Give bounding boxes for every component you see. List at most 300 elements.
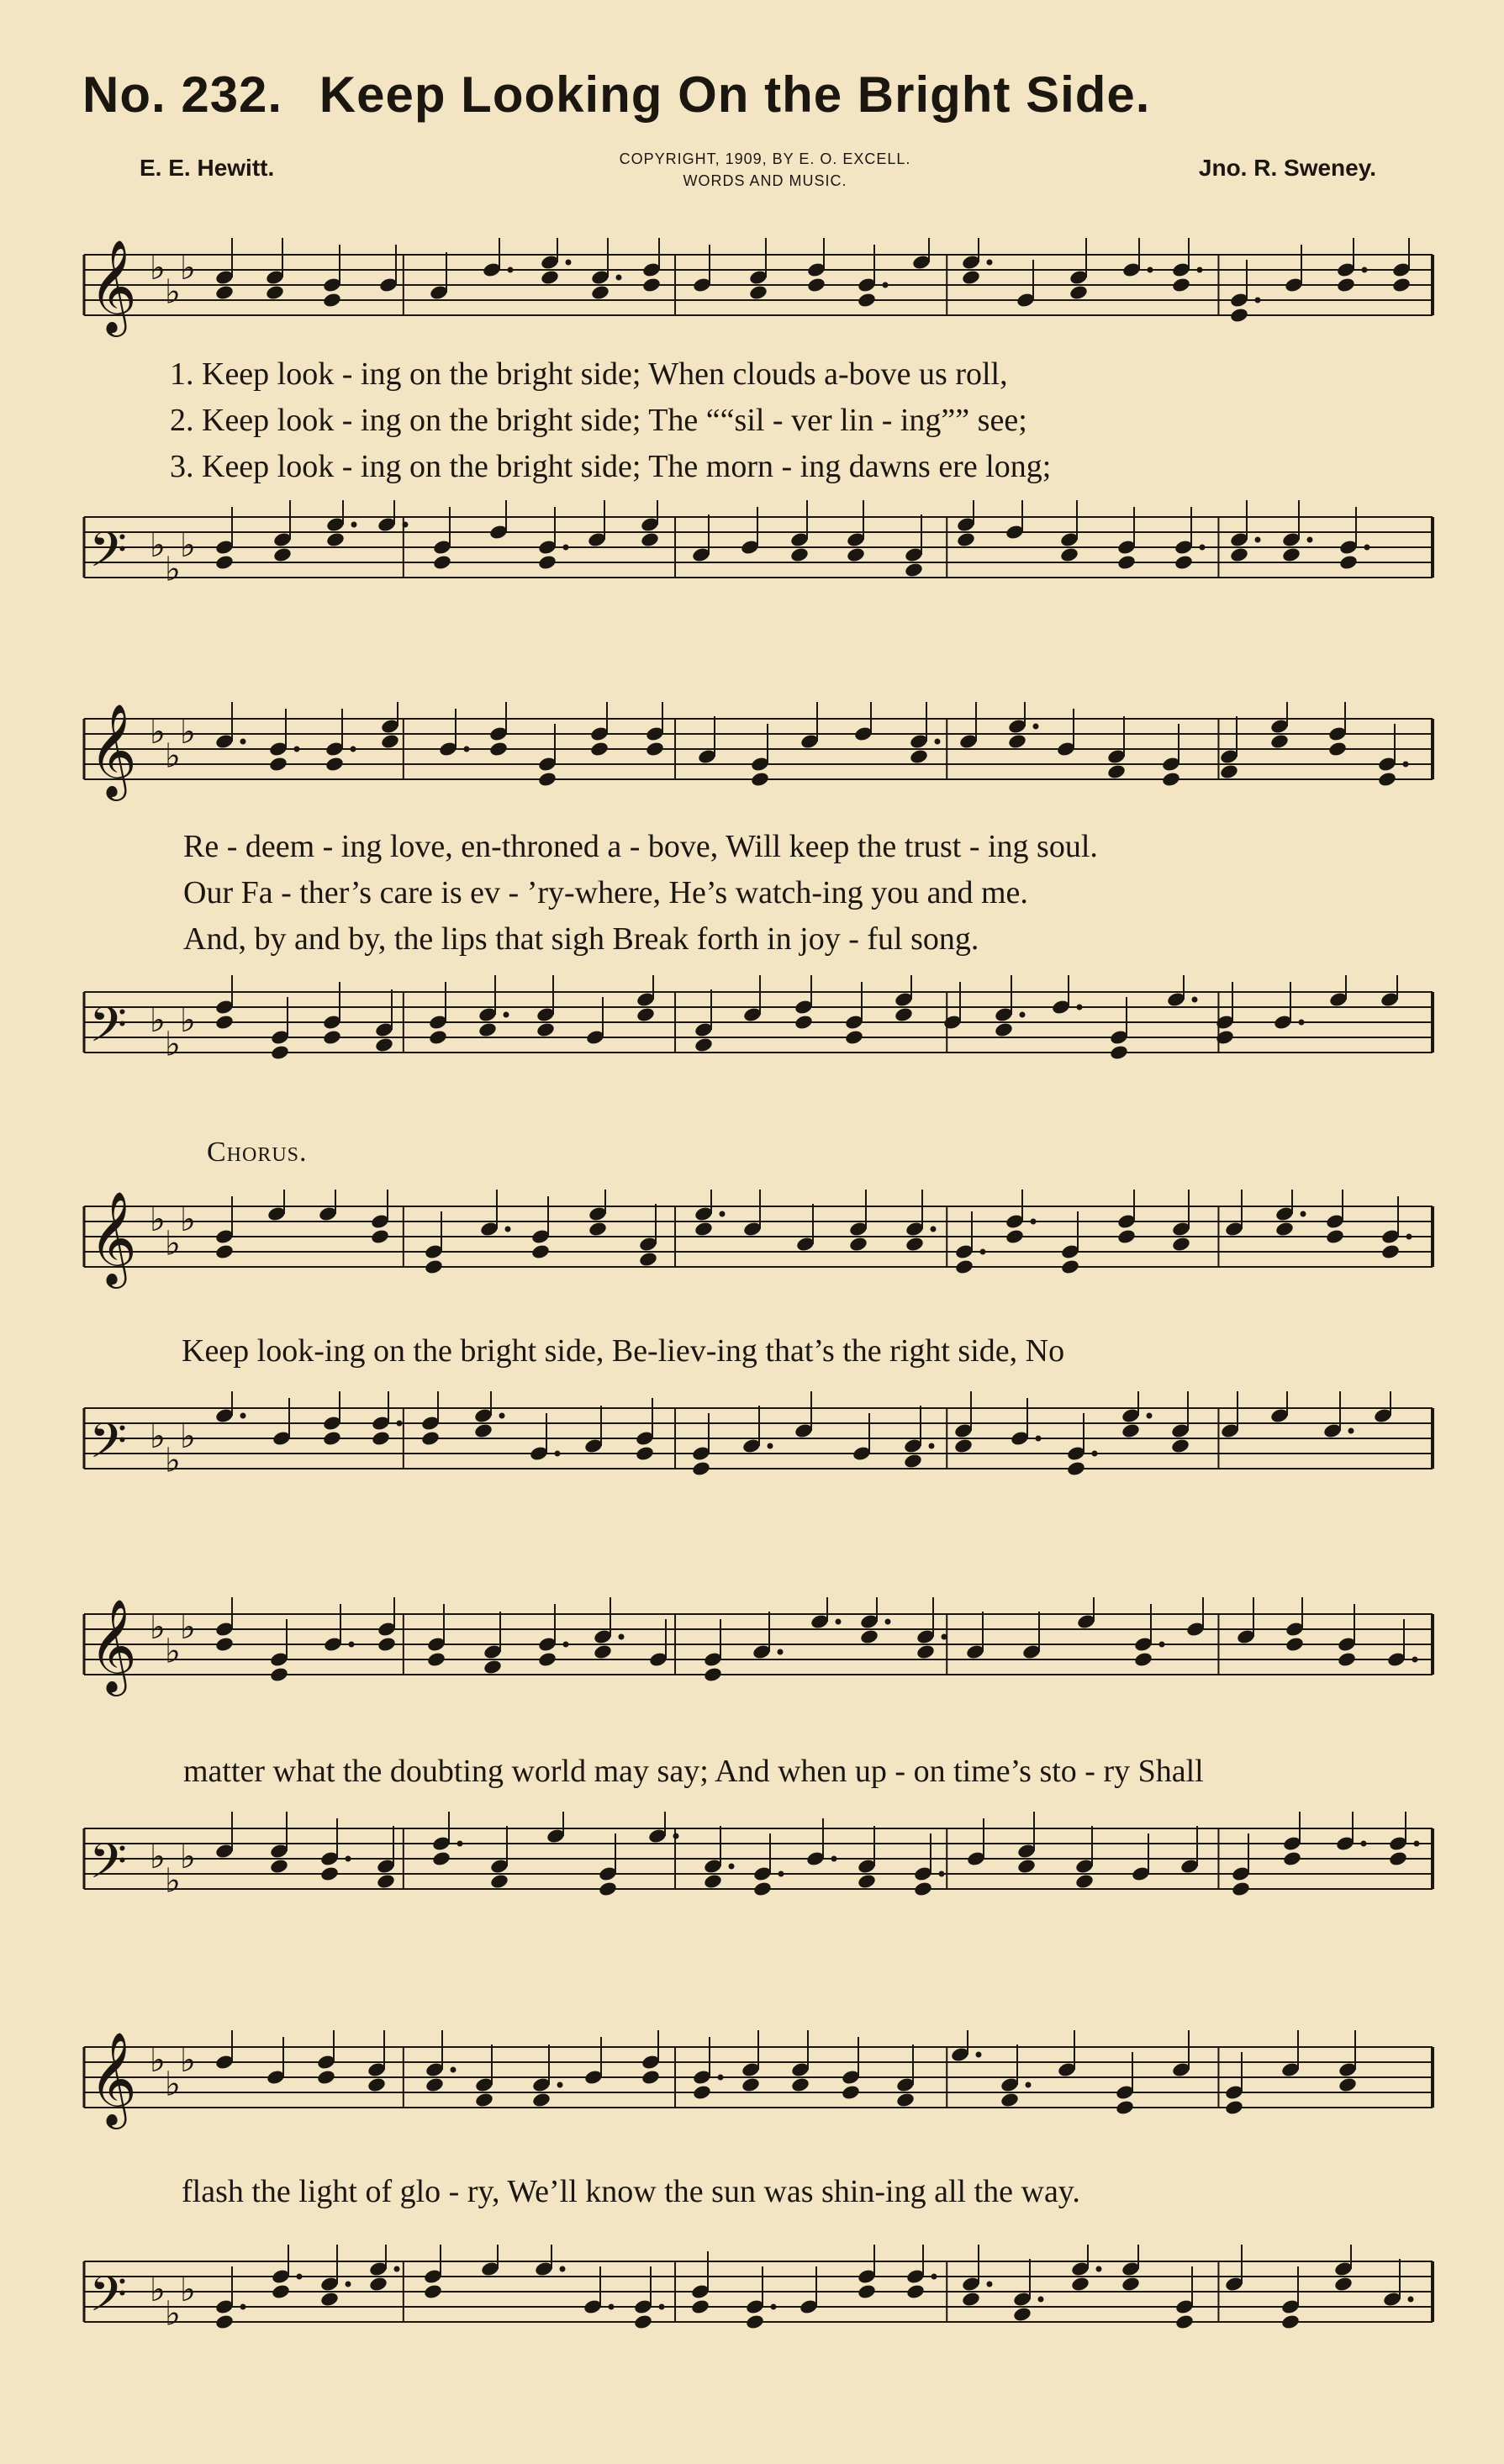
dot-mark	[980, 1249, 986, 1255]
dot-mark	[555, 1451, 561, 1457]
dot-mark	[619, 1634, 625, 1640]
notehead	[1121, 2276, 1141, 2293]
notehead	[638, 1251, 658, 1268]
dot-mark	[1408, 2297, 1414, 2303]
dot-mark	[1020, 1012, 1026, 1018]
notehead	[894, 1006, 914, 1023]
notehead	[322, 1430, 342, 1447]
dot-mark	[778, 1871, 784, 1877]
flat-icon: ♭	[180, 1837, 196, 1876]
notehead	[844, 1029, 864, 1046]
notehead	[1380, 1243, 1401, 1260]
flat-icon: ♭	[180, 1200, 196, 1239]
flat-icon: ♭	[165, 1025, 181, 1064]
notehead	[537, 1651, 557, 1668]
dot-mark	[987, 260, 993, 266]
notehead	[272, 546, 293, 563]
dot-mark	[351, 522, 357, 528]
notehead	[1069, 284, 1089, 301]
dot-mark	[609, 2304, 615, 2310]
notehead	[377, 1636, 397, 1653]
dot-mark	[1301, 1211, 1306, 1217]
notehead	[1224, 2099, 1244, 2116]
music-system-4	[77, 1580, 1436, 1950]
notehead	[269, 1666, 289, 1683]
music-system-3	[77, 1173, 1436, 1526]
notehead	[905, 1236, 925, 1253]
notehead	[846, 546, 866, 563]
dot-mark	[1026, 2082, 1032, 2088]
dot-mark	[349, 1642, 355, 1648]
bass-staff	[77, 1812, 1436, 1921]
lyric-line: 3. Keep look - ing on the bright side; The morn - ing dawns ere long;	[170, 449, 1052, 484]
flat-icon: ♭	[150, 248, 166, 288]
notehead	[1121, 1422, 1141, 1439]
dot-mark	[397, 1421, 403, 1427]
notehead	[319, 1865, 340, 1882]
notehead	[1338, 554, 1359, 571]
notehead	[1109, 1044, 1129, 1061]
bass-staff	[77, 975, 1436, 1084]
treble-clef-icon: 𝄞	[89, 1598, 137, 1692]
bass-staff-graphic	[77, 1812, 1436, 1921]
notehead	[268, 756, 288, 773]
dot-mark	[885, 1619, 891, 1625]
dot-mark	[1033, 724, 1039, 730]
notehead	[956, 531, 976, 548]
notehead	[428, 1029, 448, 1046]
dot-mark	[1159, 1642, 1165, 1648]
dot-mark	[768, 1443, 773, 1449]
notehead	[1285, 1636, 1305, 1653]
notehead	[1007, 733, 1027, 750]
notehead	[424, 1258, 444, 1275]
dot-mark	[1038, 2297, 1044, 2303]
notehead	[316, 2069, 336, 2086]
hymn-heading	[82, 66, 1172, 124]
bass-clef-icon: 𝄢	[89, 1412, 128, 1481]
notehead	[432, 554, 452, 571]
dot-mark	[505, 1227, 511, 1232]
notehead	[1116, 1228, 1137, 1245]
flat-icon: ♭	[180, 2270, 196, 2309]
dot-mark	[1348, 1428, 1354, 1434]
notehead	[641, 2069, 661, 2086]
notehead	[1231, 1881, 1251, 1897]
flat-icon: ♭	[150, 2270, 166, 2309]
notehead	[1282, 1850, 1302, 1867]
dot-mark	[976, 2052, 982, 2058]
notehead	[473, 1422, 493, 1439]
notehead	[593, 1644, 613, 1660]
notehead	[954, 1258, 974, 1275]
notehead	[1337, 1651, 1357, 1668]
dot-mark	[831, 1856, 837, 1862]
dot-mark	[942, 1634, 947, 1640]
music-system-5	[77, 2013, 1436, 2400]
flat-icon: ♭	[165, 1632, 181, 1671]
notehead	[953, 1438, 974, 1454]
dot-mark	[297, 2274, 303, 2280]
notehead	[474, 2092, 494, 2108]
notehead	[214, 284, 235, 301]
notehead	[1333, 2276, 1354, 2293]
dot-mark	[1200, 545, 1206, 551]
notehead	[483, 1659, 503, 1675]
treble-staff	[77, 1190, 1436, 1299]
notehead	[1219, 763, 1239, 780]
treble-staff	[77, 1597, 1436, 1707]
notehead	[703, 1873, 723, 1890]
notehead	[806, 277, 826, 293]
notehead	[1274, 1221, 1295, 1237]
dot-mark	[729, 1864, 735, 1870]
notehead	[588, 1221, 608, 1237]
notehead	[214, 1636, 235, 1653]
flat-icon: ♭	[150, 1837, 166, 1876]
notehead	[859, 1628, 879, 1645]
notehead	[530, 1243, 551, 1260]
notehead	[1229, 546, 1249, 563]
dot-mark	[616, 275, 622, 281]
dot-mark	[346, 2282, 351, 2287]
flat-icon: ♭	[150, 712, 166, 752]
flat-icon: ♭	[180, 248, 196, 288]
notehead	[325, 531, 346, 548]
notehead	[1133, 1651, 1153, 1668]
notehead	[633, 2314, 653, 2330]
dot-mark	[1192, 997, 1198, 1003]
notehead	[905, 2283, 926, 2300]
music-system-2	[77, 677, 1436, 1097]
notehead	[431, 1850, 451, 1867]
dot-mark	[1307, 537, 1313, 543]
treble-staff-graphic	[77, 238, 1436, 347]
notehead	[1070, 2276, 1090, 2293]
dot-mark	[1197, 267, 1203, 273]
dot-mark	[240, 2304, 246, 2310]
notehead	[909, 748, 929, 765]
flat-icon: ♭	[150, 1417, 166, 1456]
notehead	[1229, 307, 1249, 324]
dot-mark	[1299, 1020, 1305, 1026]
treble-clef-icon: 𝄞	[89, 2031, 137, 2125]
dot-mark	[451, 2067, 456, 2073]
flat-icon: ♭	[165, 736, 181, 776]
notehead	[745, 2314, 765, 2330]
notehead	[857, 292, 877, 309]
notehead	[904, 562, 924, 578]
dot-mark	[931, 2274, 937, 2280]
bass-staff	[77, 500, 1436, 609]
treble-staff	[77, 238, 1436, 347]
flat-icon: ♭	[150, 1200, 166, 1239]
chorus-label: Chorus.	[207, 1137, 308, 1168]
notehead	[635, 1445, 655, 1462]
music-system-1	[77, 223, 1436, 609]
notehead	[1074, 1873, 1095, 1890]
notehead	[214, 1243, 235, 1260]
notehead	[1174, 554, 1194, 571]
dot-mark	[1092, 1451, 1098, 1457]
bass-clef-icon: 𝄢	[89, 2266, 128, 2335]
flat-icon: ♭	[165, 550, 181, 589]
dot-mark	[560, 2266, 566, 2272]
notehead	[420, 1430, 441, 1447]
treble-clef-icon: 𝄞	[89, 239, 137, 333]
notehead	[1174, 2314, 1195, 2330]
lyric-line: Re - deem - ing love, en-throned a - bove, Will keep the trust - ing soul.	[183, 829, 1098, 864]
dot-mark	[240, 739, 246, 745]
notehead	[265, 284, 285, 301]
flat-icon: ♭	[150, 525, 166, 565]
treble-clef-icon: 𝄞	[89, 1190, 137, 1285]
dot-mark	[931, 1227, 937, 1232]
notehead	[423, 2283, 443, 2300]
flat-icon: ♭	[150, 2040, 166, 2080]
notehead	[322, 292, 342, 309]
notehead	[1280, 2314, 1301, 2330]
lyric-line: flash the light of glo - ry, We’ll know the sun was shin-ing all the way.	[182, 2174, 1080, 2209]
dot-mark	[883, 282, 889, 288]
dot-mark	[346, 1856, 351, 1862]
dot-mark	[563, 545, 569, 551]
notehead	[1115, 2099, 1135, 2116]
dot-mark	[351, 747, 356, 752]
dot-mark	[1406, 1234, 1412, 1240]
treble-staff	[77, 2030, 1436, 2140]
notehead	[690, 2298, 710, 2315]
copyright-line: WORDS AND MUSIC.	[683, 172, 847, 189]
notehead	[841, 2084, 861, 2101]
notehead	[1170, 1438, 1190, 1454]
notehead	[319, 2291, 340, 2308]
dot-mark	[771, 2304, 777, 2310]
author-credit: E. E. Hewitt.	[140, 155, 275, 181]
notehead	[916, 1644, 936, 1660]
dot-mark	[1096, 2266, 1102, 2272]
notehead	[1338, 2076, 1358, 2093]
bass-staff	[77, 1391, 1436, 1501]
notehead	[271, 2283, 291, 2300]
dot-mark	[403, 522, 409, 528]
notehead	[1005, 1228, 1025, 1245]
dot-mark	[394, 2266, 400, 2272]
flat-icon: ♭	[150, 1000, 166, 1040]
notehead	[374, 1037, 394, 1053]
bass-staff	[77, 2245, 1436, 2354]
notehead	[370, 1228, 390, 1245]
dot-mark	[659, 2304, 665, 2310]
bass-clef-icon: 𝄢	[89, 1833, 128, 1902]
flat-icon: ♭	[165, 2065, 181, 2104]
notehead	[214, 2314, 235, 2330]
copyright-notice	[521, 148, 1009, 192]
bass-clef-icon: 𝄢	[89, 521, 128, 590]
notehead	[590, 284, 610, 301]
notehead	[640, 531, 660, 548]
treble-staff-graphic	[77, 1190, 1436, 1299]
notehead	[913, 1881, 933, 1897]
notehead	[741, 2076, 761, 2093]
flat-icon: ♭	[180, 712, 196, 752]
dot-mark	[1412, 1657, 1418, 1663]
dot-mark	[1147, 1413, 1153, 1419]
notehead	[750, 771, 770, 788]
notehead	[1161, 771, 1181, 788]
dot-mark	[939, 1871, 945, 1877]
notehead	[857, 2283, 877, 2300]
bass-staff-graphic	[77, 1391, 1436, 1501]
flat-icon: ♭	[180, 1607, 196, 1647]
notehead	[426, 1651, 446, 1668]
notehead	[1171, 1236, 1191, 1253]
notehead	[903, 1453, 923, 1469]
notehead	[790, 2076, 810, 2093]
notehead	[537, 771, 557, 788]
notehead	[214, 554, 235, 571]
dot-mark	[1077, 1005, 1083, 1010]
lyric-line: 1. Keep look - ing on the bright side; When clouds a-bove us roll,	[170, 356, 1008, 392]
lyric-line: And, by and by, the lips that sigh Break forth in joy - ful song.	[183, 921, 979, 957]
treble-staff-graphic	[77, 702, 1436, 811]
bass-staff-graphic	[77, 500, 1436, 609]
dot-mark	[836, 1619, 842, 1625]
dot-mark	[557, 2082, 563, 2088]
notehead	[1325, 1228, 1345, 1245]
notehead	[368, 2276, 388, 2293]
notehead	[322, 1029, 342, 1046]
dot-mark	[1036, 1436, 1042, 1442]
notehead	[537, 554, 557, 571]
flat-icon: ♭	[180, 2040, 196, 2080]
notehead	[636, 1006, 656, 1023]
dot-mark	[294, 747, 300, 752]
lyric-line: 2. Keep look - ing on the bright side; The ““sil - ver lin - ing”” see;	[170, 403, 1027, 438]
bass-staff-graphic	[77, 2245, 1436, 2354]
notehead	[371, 1430, 391, 1447]
notehead	[645, 741, 665, 757]
notehead	[325, 756, 345, 773]
notehead	[1106, 763, 1127, 780]
dot-mark	[987, 2282, 993, 2287]
notehead	[478, 1021, 498, 1038]
notehead	[1016, 1858, 1037, 1875]
dot-mark	[718, 2075, 724, 2081]
notehead	[589, 741, 610, 757]
dot-mark	[673, 1833, 679, 1839]
dot-mark	[1364, 545, 1370, 551]
treble-staff-graphic	[77, 1597, 1436, 1707]
notehead	[531, 2092, 551, 2108]
flat-icon: ♭	[150, 1607, 166, 1647]
notehead	[1171, 277, 1191, 293]
treble-staff	[77, 702, 1436, 811]
flat-icon: ♭	[165, 2294, 181, 2334]
notehead	[488, 741, 509, 757]
dot-mark	[563, 1642, 569, 1648]
notehead	[1059, 546, 1079, 563]
treble-staff-graphic	[77, 2030, 1436, 2140]
dot-mark	[566, 260, 572, 266]
flat-icon: ♭	[165, 1861, 181, 1901]
notehead	[1391, 277, 1412, 293]
notehead	[1000, 2092, 1020, 2108]
hymn-title: Keep Looking On the Bright Side.	[319, 66, 1151, 123]
dot-mark	[508, 267, 514, 273]
dot-mark	[1255, 537, 1261, 543]
notehead	[961, 269, 981, 286]
dot-mark	[1148, 267, 1153, 273]
flat-icon: ♭	[180, 1000, 196, 1040]
copyright-line: COPYRIGHT, 1909, BY E. O. EXCELL.	[619, 150, 911, 167]
notehead	[1281, 546, 1301, 563]
notehead	[540, 269, 560, 286]
notehead	[1336, 277, 1356, 293]
flat-icon: ♭	[165, 1224, 181, 1264]
flat-icon: ♭	[180, 1417, 196, 1456]
notehead	[380, 733, 400, 750]
bass-staff-graphic	[77, 975, 1436, 1084]
notehead	[694, 1221, 714, 1237]
notehead	[1377, 771, 1397, 788]
notehead	[270, 1044, 290, 1061]
bass-clef-icon: 𝄢	[89, 996, 128, 1065]
notehead	[994, 1021, 1014, 1038]
notehead	[703, 1666, 723, 1683]
notehead	[1066, 1460, 1086, 1477]
notehead	[961, 2291, 981, 2308]
notehead	[641, 277, 662, 293]
notehead	[752, 1881, 773, 1897]
dot-mark	[778, 1649, 784, 1655]
dot-mark	[240, 1413, 246, 1419]
dot-mark	[1362, 267, 1368, 273]
dot-mark	[1255, 298, 1261, 303]
notehead	[1269, 733, 1290, 750]
lyric-line: Our Fa - ther’s care is ev - ’ry-where, He’s watch-ing you and me.	[183, 875, 1028, 910]
notehead	[367, 2076, 387, 2093]
dot-mark	[464, 747, 470, 752]
dot-mark	[1403, 762, 1409, 768]
dot-mark	[504, 1012, 509, 1018]
notehead	[269, 1858, 289, 1875]
notehead	[376, 1873, 396, 1890]
composer-credit: Jno. R. Sweney.	[1198, 155, 1376, 181]
dot-mark	[499, 1413, 505, 1419]
notehead	[489, 1873, 509, 1890]
dot-mark	[1414, 1841, 1420, 1847]
notehead	[1116, 554, 1137, 571]
dot-mark	[720, 1211, 726, 1217]
dot-mark	[935, 739, 941, 745]
dot-mark	[457, 1841, 463, 1847]
notehead	[694, 1037, 714, 1053]
notehead	[598, 1881, 618, 1897]
notehead	[848, 1236, 868, 1253]
notehead	[748, 284, 768, 301]
flat-icon: ♭	[165, 272, 181, 312]
dot-mark	[1031, 1219, 1037, 1225]
notehead	[789, 546, 810, 563]
lyric-line: matter what the doubting world may say; And when up - on time’s sto - ry Shall	[183, 1754, 1204, 1789]
flat-icon: ♭	[180, 525, 196, 565]
treble-clef-icon: 𝄞	[89, 703, 137, 797]
notehead	[857, 1873, 877, 1890]
dot-mark	[1361, 1841, 1367, 1847]
notehead	[1327, 741, 1348, 757]
notehead	[1388, 1850, 1408, 1867]
